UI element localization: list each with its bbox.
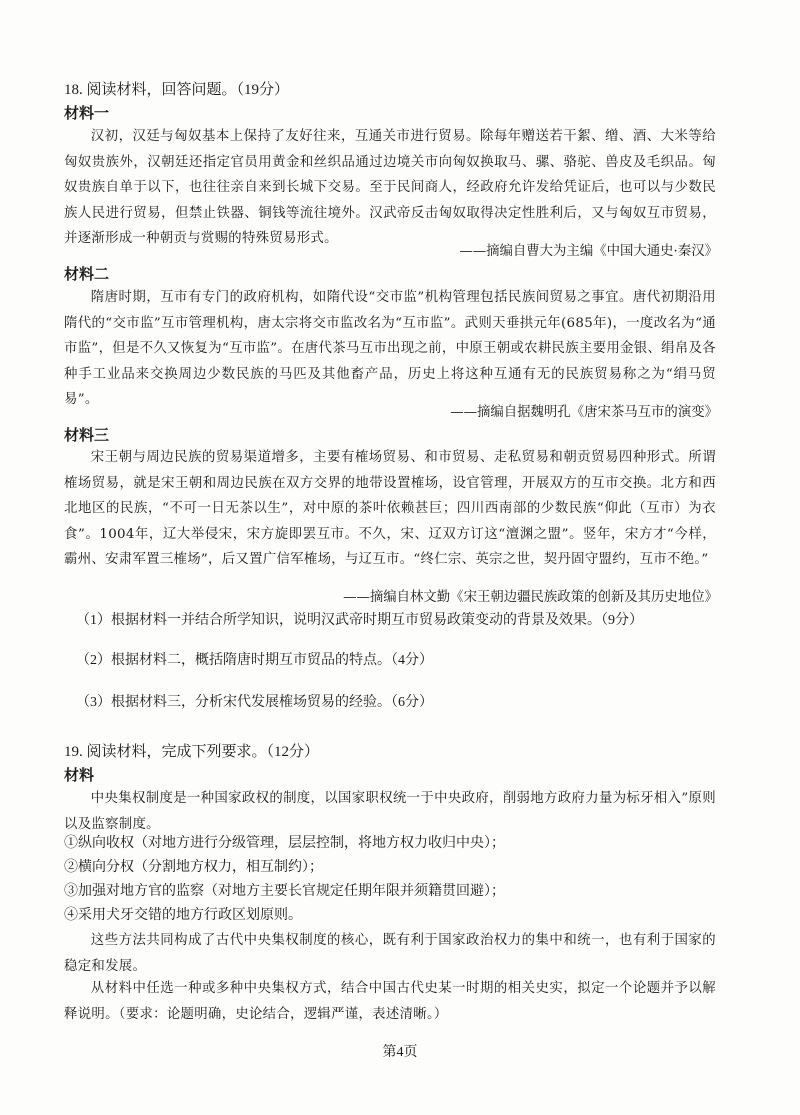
material-1-heading: 材料一 (64, 104, 110, 122)
q19-task-text: 从材料中任选一种或多种中央集权方式，结合中国古代史某一时期的相关史实，拟定一个论题并予以解释说明。（要求：论题明确，史论结合，逻辑严谨，表述清晰。） (64, 981, 716, 1022)
q19-intro-text: 中央集权制度是一种国家政权的制度，以国家职权统一于中央政府，削弱地方政府力量为标牙相入”原则以及监察制度。 (64, 791, 716, 832)
question-18-title: 18. 阅读材料，回答问题。（19分） (64, 82, 290, 98)
material-3-source: ——摘编自林文勤《宋王朝边疆民族政策的创新及其历史地位》 (343, 590, 718, 605)
q19-item-3: ③加强对地方官的监察（对地方主要长官规定任期年限并须籍贯回避）； (64, 884, 505, 899)
question-18-sub-3: （3）根据材料三，分析宋代发展榷场贸易的经验。（6分） (76, 695, 433, 710)
material-2-source: ——摘编自据魏明孔《唐宋茶马互市的演变》 (450, 405, 718, 420)
question-19-title: 19. 阅读材料，完成下列要求。（12分） (64, 744, 320, 760)
material-3-text: 宋王朝与周边民族的贸易渠道增多，主要有榷场贸易、和市贸易、走私贸易和朝贡贸易四种形式。所谓榷场贸易，就是宋王朝和周边民族在双方交界的地带设置榷场，设官管理，开展双方的互市交换。北方和西北地区的民族，“不可一日无茶以生”，对中原的茶叶依赖甚巨；四川西南部的少数民族“仰此（互市）为衣食”。1004年，辽大举侵宋，宋方旋即罢互市。不久，宋、辽双方订这“澶渊之盟”。竖年，宋方才“今样，霸州、安肃军置三榷场”，后又置广信军榷场，与辽互市。“终仁宗、英宗之世，契丹固守盟约，互市不绝。” (64, 450, 716, 568)
q19-item-1: ①纵向收权（对地方进行分级管理，层层控制，将地方权力收归中央）； (64, 836, 505, 851)
q19-material-heading: 材料 (64, 766, 95, 784)
q19-item-4: ④采用犬牙交错的地方行政区划原则。 (64, 908, 302, 923)
material-1-source: ——摘编自曹大为主编《中国大通史·秦汉》 (459, 244, 718, 259)
question-18-sub-2: （2）根据材料二，概括隋唐时期互市贸品的特点。（4分） (76, 653, 433, 668)
material-2-text: 隋唐时期，互市有专门的政府机构，如隋代设“交市监”机构管理包括民族间贸易之事宜。唐代初期沿用隋代的“交市监”互市管理机构，唐太宗将交市监改名为“互市监”。武则天垂拱元年(685年)，一度改名为“通市监”，但是不久又恢复为“互市监”。在唐代茶马互市出现之前，中原王朝或农耕民族主要用金银、绢帛及各种手工业品来交换周边少数民族的马匹及其他畜产品，历史上将这种互通有无的民族贸易称之为“绢马贸易”。 (64, 290, 716, 408)
material-1-text: 汉初，汉廷与匈奴基本上保持了友好往来，互通关市进行贸易。除每年赠送若干絮、缯、酒、大米等给匈奴贵族外，汉朝廷还指定官员用黄金和丝织品通过边境关市向匈奴换取马、骡、骆驼、兽皮及毛织品。匈奴贵族自单于以下，也往往亲自来到长城下交易。至于民间商人，经政府允许发给凭证后，也可以与少数民族人民进行贸易，但禁止铁器、铜钱等流往境外。汉武帝反击匈奴取得决定性胜利后，又与匈奴互市贸易，并逐渐形成一种朝贡与赏赐的特殊贸易形式。 (64, 129, 716, 247)
q19-item-2: ②横向分权（分割地方权力，相互制约）； (64, 860, 323, 875)
material-3-heading: 材料三 (64, 426, 110, 444)
page-number: 第4页 (382, 1045, 418, 1060)
question-18-sub-1: （1）根据材料一并结合所学知识，说明汉武帝时期互市贸易政策变动的背景及效果。（9分） (76, 613, 643, 628)
q19-summary-text: 这些方法共同构成了古代中央集权制度的核心，既有利于国家政治权力的集中和统一，也有利于国家的稳定和发展。 (64, 933, 716, 974)
material-2-heading: 材料二 (64, 265, 110, 283)
